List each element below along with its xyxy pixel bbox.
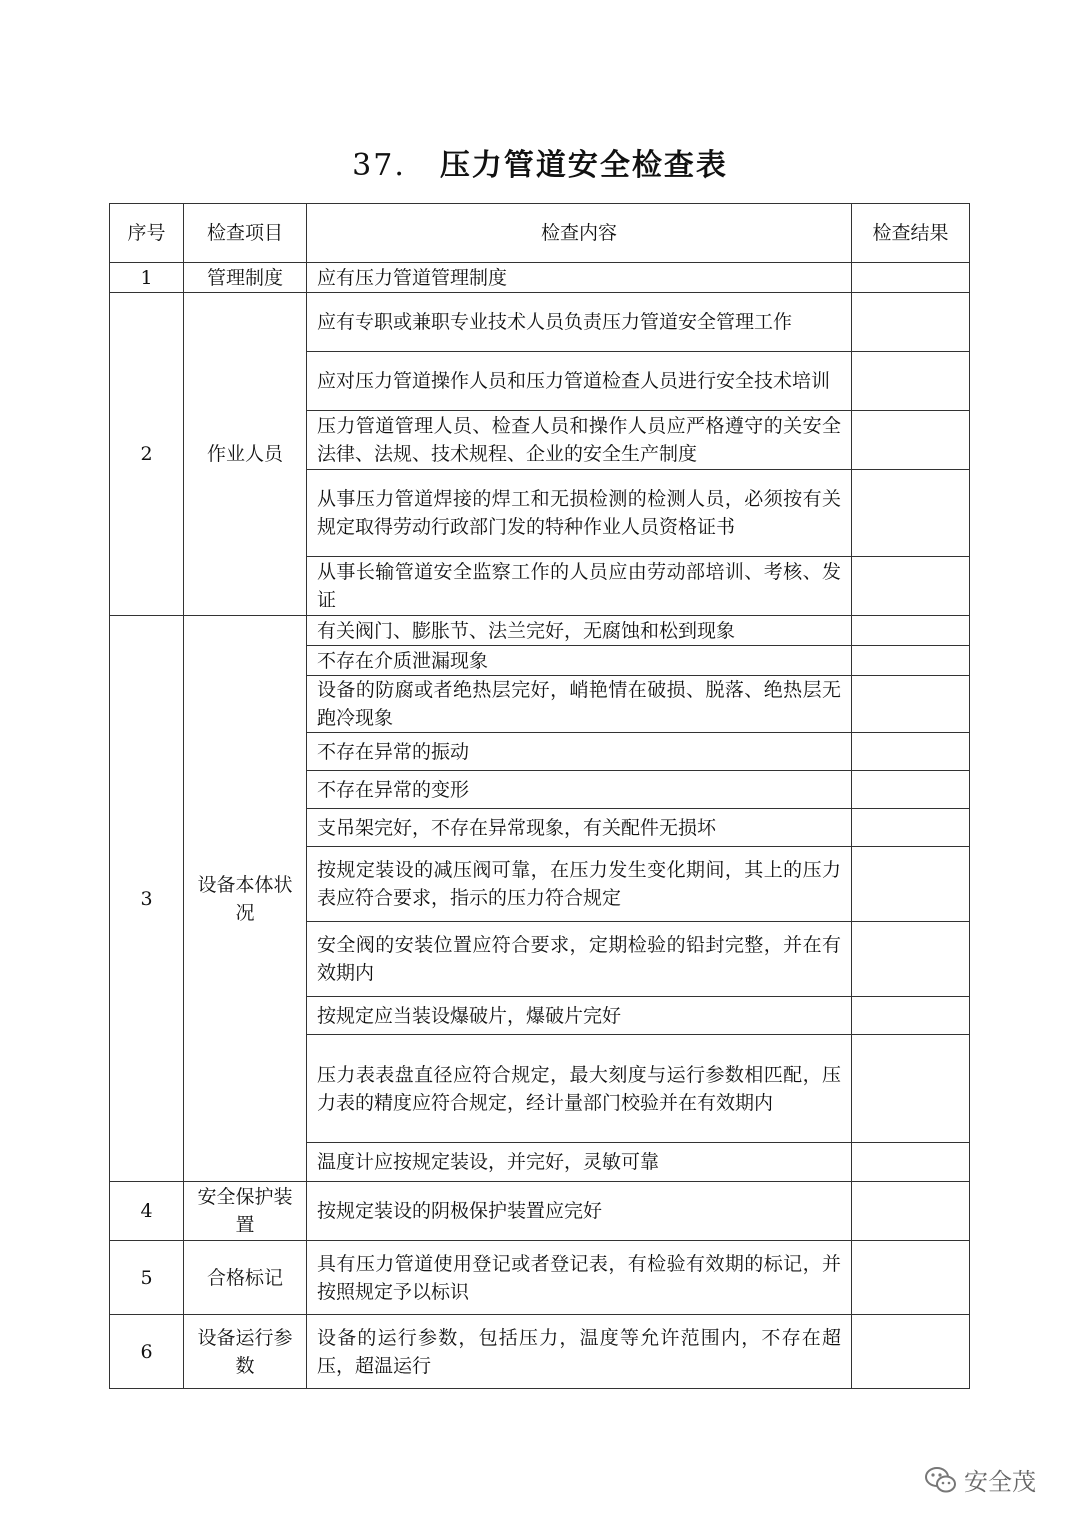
content-cell: 设备的防腐或者绝热层完好，峭艳情在破损、脱落、绝热层无跑冷现象 <box>307 676 852 733</box>
content-cell: 压力表表盘直径应符合规定，最大刻度与运行参数相匹配，压力表的精度应符合规定，经计量部门校验并在有效期内 <box>307 1035 852 1143</box>
watermark <box>924 1462 1036 1497</box>
table-row <box>110 616 970 646</box>
content-cell: 从事压力管道焊接的焊工和无损检测的检测人员，必须按有关规定取得劳动行政部门发的特种作业人员资格证书 <box>307 470 852 557</box>
table-row <box>110 293 970 352</box>
item-cell: 设备运行参数 <box>184 1315 307 1389</box>
table-row <box>110 1182 970 1241</box>
content-cell: 不存在异常的变形 <box>307 771 852 809</box>
result-cell[interactable] <box>852 646 970 676</box>
header-content: 检查内容 <box>307 204 852 263</box>
content-cell: 压力管道管理人员、检查人员和操作人员应严格遵守的关安全法律、法规、技术规程、企业的安全生产制度 <box>307 411 852 470</box>
result-cell[interactable] <box>852 263 970 293</box>
seq-cell: 2 <box>110 293 184 616</box>
seq-cell: 5 <box>110 1241 184 1315</box>
content-cell: 应有专职或兼职专业技术人员负责压力管道安全管理工作 <box>307 293 852 352</box>
content-cell: 应对压力管道操作人员和压力管道检查人员进行安全技术培训 <box>307 352 852 411</box>
result-cell[interactable] <box>852 771 970 809</box>
item-cell: 作业人员 <box>184 293 307 616</box>
content-cell: 安全阀的安装位置应符合要求，定期检验的铅封完整，并在有效期内 <box>307 922 852 997</box>
result-cell[interactable] <box>852 616 970 646</box>
seq-cell: 4 <box>110 1182 184 1241</box>
result-cell[interactable] <box>852 809 970 847</box>
header-item: 检查项目 <box>184 204 307 263</box>
content-cell: 不存在介质泄漏现象 <box>307 646 852 676</box>
page-title <box>0 140 1080 184</box>
content-cell: 按规定装设的阴极保护装置应完好 <box>307 1182 852 1241</box>
content-cell: 温度计应按规定装设，并完好，灵敏可靠 <box>307 1143 852 1182</box>
content-cell: 不存在异常的振动 <box>307 733 852 771</box>
result-cell[interactable] <box>852 1241 970 1315</box>
result-cell[interactable] <box>852 997 970 1035</box>
result-cell[interactable] <box>852 1182 970 1241</box>
result-cell[interactable] <box>852 922 970 997</box>
content-cell: 按规定装设的减压阀可靠，在压力发生变化期间，其上的压力表应符合要求，指示的压力符合规定 <box>307 847 852 922</box>
content-cell: 从事长输管道安全监察工作的人员应由劳动部培训、考核、发证 <box>307 557 852 616</box>
content-cell: 设备的运行参数，包括压力，温度等允许范围内，不存在超压，超温运行 <box>307 1315 852 1389</box>
header-seq: 序号 <box>110 204 184 263</box>
result-cell[interactable] <box>852 1143 970 1182</box>
table-row <box>110 1241 970 1315</box>
result-cell[interactable] <box>852 411 970 470</box>
item-cell: 设备本体状况 <box>184 616 307 1182</box>
inspection-table <box>109 203 970 1389</box>
result-cell[interactable] <box>852 352 970 411</box>
content-cell: 有关阀门、膨胀节、法兰完好，无腐蚀和松到现象 <box>307 616 852 646</box>
header-row <box>110 204 970 263</box>
result-cell[interactable] <box>852 1315 970 1389</box>
result-cell[interactable] <box>852 847 970 922</box>
table-body <box>110 263 970 1389</box>
result-cell[interactable] <box>852 733 970 771</box>
result-cell[interactable] <box>852 676 970 733</box>
content-cell: 支吊架完好，不存在异常现象，有关配件无损坏 <box>307 809 852 847</box>
result-cell[interactable] <box>852 557 970 616</box>
table-row <box>110 263 970 293</box>
watermark-text: 安全茂 <box>964 1468 1036 1496</box>
header-result: 检查结果 <box>852 204 970 263</box>
item-cell: 管理制度 <box>184 263 307 293</box>
result-cell[interactable] <box>852 293 970 352</box>
title-text: 压力管道安全检查表 <box>439 148 728 183</box>
seq-cell: 6 <box>110 1315 184 1389</box>
table-row <box>110 1315 970 1389</box>
result-cell[interactable] <box>852 470 970 557</box>
content-cell: 应有压力管道管理制度 <box>307 263 852 293</box>
title-number: 37. <box>352 148 406 183</box>
content-cell: 具有压力管道使用登记或者登记表，有检验有效期的标记，并按照规定予以标识 <box>307 1241 852 1315</box>
seq-cell: 3 <box>110 616 184 1182</box>
item-cell: 安全保护装置 <box>184 1182 307 1241</box>
item-cell: 合格标记 <box>184 1241 307 1315</box>
wechat-icon <box>924 1465 958 1495</box>
result-cell[interactable] <box>852 1035 970 1143</box>
seq-cell: 1 <box>110 263 184 293</box>
content-cell: 按规定应当装设爆破片，爆破片完好 <box>307 997 852 1035</box>
